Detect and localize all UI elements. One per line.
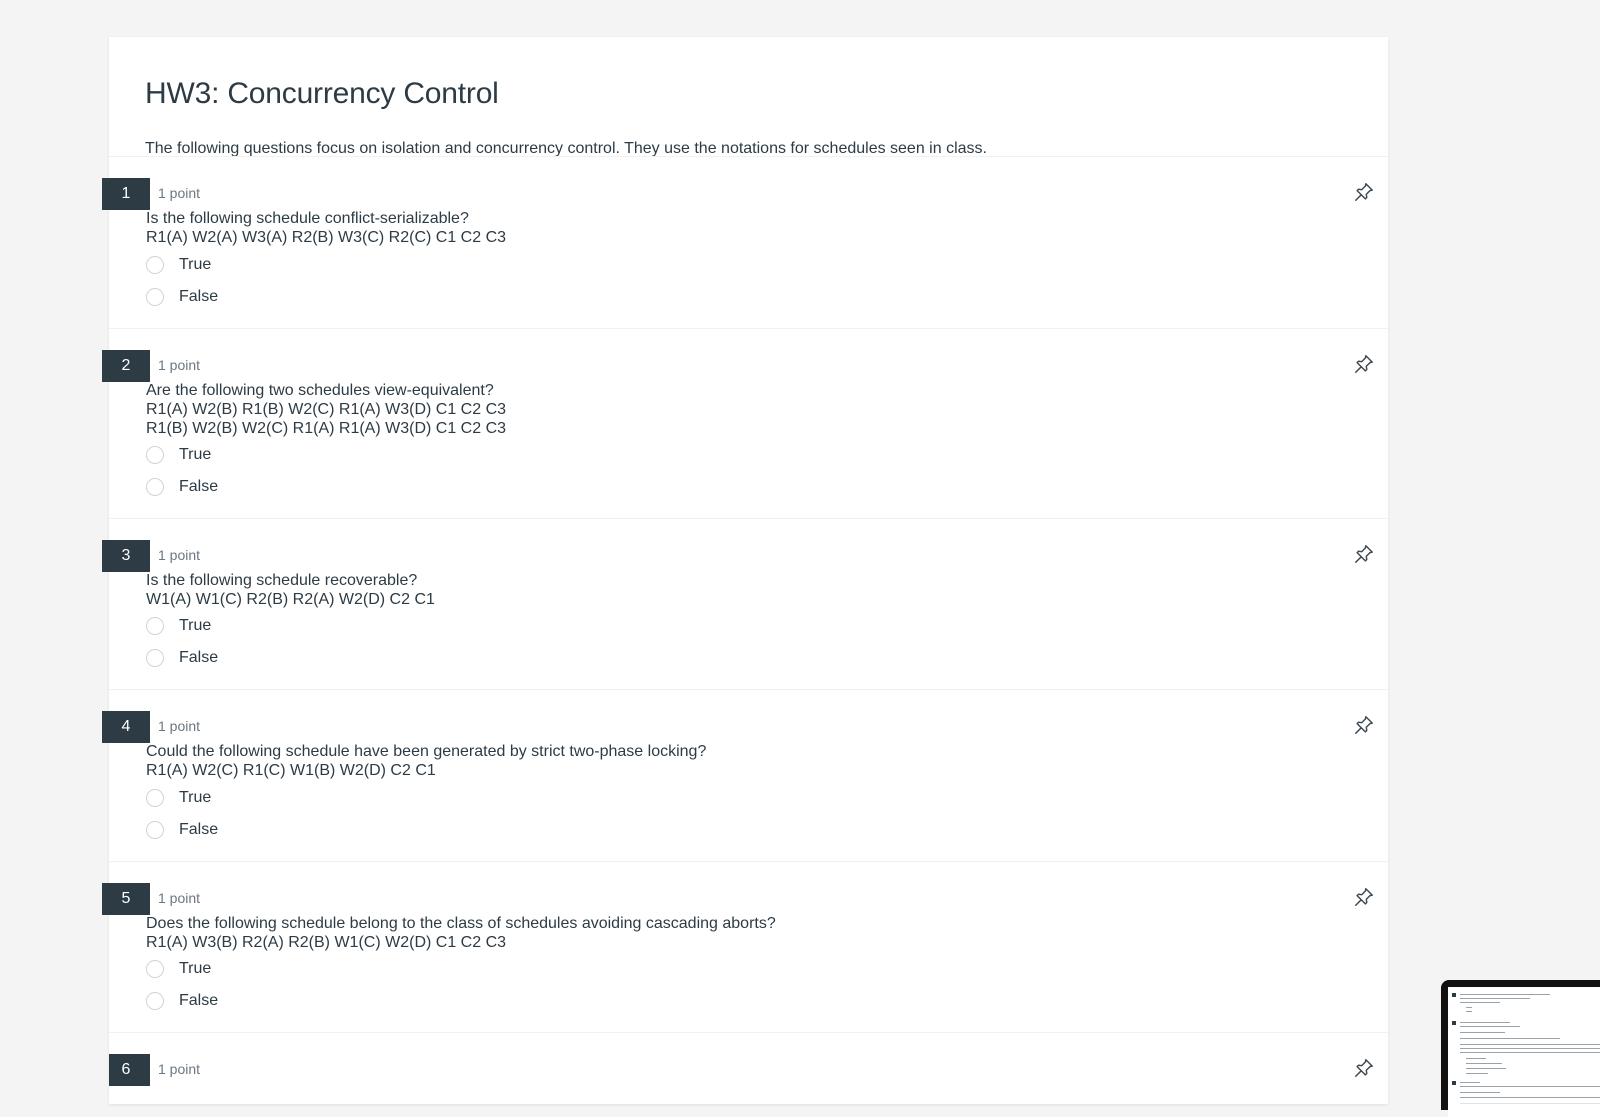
question-points: 1 point <box>158 890 201 906</box>
question-schedule: R1(B) W2(B) W2(C) R1(A) R1(A) W3(D) C1 C2 C3 <box>146 420 507 437</box>
question-schedule: W1(A) W1(C) R2(B) R2(A) W2(D) C2 C1 <box>146 591 435 608</box>
question-prompt: Are the following two schedules view-equivalent? <box>146 382 494 399</box>
pin-icon[interactable] <box>1353 886 1375 908</box>
answer-option-false[interactable] <box>146 989 218 1013</box>
question-points: 1 point <box>158 357 201 373</box>
radio-button[interactable] <box>146 478 164 496</box>
quiz-page <box>109 37 1388 1104</box>
question-schedule: R1(A) W2(A) W3(A) R2(B) W3(C) R2(C) C1 C2 C3 <box>146 229 507 246</box>
question-number-badge: 1 <box>102 178 150 210</box>
answer-label: False <box>179 992 219 1009</box>
question-number-badge: 3 <box>102 540 150 572</box>
radio-button[interactable] <box>146 789 164 807</box>
question-number-badge: 4 <box>102 711 150 743</box>
pin-icon[interactable] <box>1353 543 1375 565</box>
question-prompt: Is the following schedule recoverable? <box>146 572 418 589</box>
answer-option-false[interactable] <box>146 475 218 499</box>
answer-label: False <box>179 649 219 666</box>
question-prompt: Does the following schedule belong to the class of schedules avoiding cascading aborts? <box>146 915 776 932</box>
answer-label: True <box>179 960 212 977</box>
question-text <box>146 209 506 247</box>
answer-label: False <box>179 478 219 495</box>
radio-button[interactable] <box>146 649 164 667</box>
question-schedule: R1(A) W2(C) R1(C) W1(B) W2(D) C2 C1 <box>146 762 436 779</box>
answer-label: False <box>179 288 219 305</box>
question-text <box>146 742 706 780</box>
quiz-title: HW3: Concurrency Control <box>145 77 499 110</box>
pin-icon[interactable] <box>1353 353 1375 375</box>
answer-label: True <box>179 256 212 273</box>
question-text <box>146 914 776 952</box>
quiz-description: The following questions focus on isolation and concurrency control. They use the notations for schedules seen in class. <box>145 140 987 157</box>
radio-button[interactable] <box>146 821 164 839</box>
question-4 <box>109 689 1388 862</box>
pin-icon[interactable] <box>1353 1057 1375 1079</box>
question-text <box>146 571 435 609</box>
answer-label: True <box>179 617 212 634</box>
question-points: 1 point <box>158 185 201 201</box>
answer-label: True <box>179 789 212 806</box>
question-number-badge: 6 <box>109 1054 150 1086</box>
answer-option-true[interactable] <box>146 614 211 638</box>
question-1 <box>109 156 1388 329</box>
answer-option-false[interactable] <box>146 285 218 309</box>
answer-option-true[interactable] <box>146 443 211 467</box>
pin-icon[interactable] <box>1353 181 1375 203</box>
question-prompt: Is the following schedule conflict-serializable? <box>146 210 469 227</box>
page-thumbnail-preview[interactable] <box>1441 980 1600 1110</box>
radio-button[interactable] <box>146 960 164 978</box>
radio-button[interactable] <box>146 617 164 635</box>
answer-label: False <box>179 821 219 838</box>
thumbnail-content <box>1448 987 1600 1117</box>
radio-button[interactable] <box>146 992 164 1010</box>
question-points: 1 point <box>158 718 201 734</box>
question-prompt: Could the following schedule have been generated by strict two-phase locking? <box>146 743 707 760</box>
question-number-badge: 5 <box>102 883 150 915</box>
question-text <box>146 381 506 438</box>
answer-option-true[interactable] <box>146 253 211 277</box>
answer-option-false[interactable] <box>146 818 218 842</box>
question-schedule: R1(A) W3(B) R2(A) R2(B) W1(C) W2(D) C1 C2 C3 <box>146 934 507 951</box>
question-6 <box>109 1032 1388 1105</box>
answer-label: True <box>179 446 212 463</box>
question-3 <box>109 518 1388 690</box>
question-5 <box>109 861 1388 1033</box>
answer-option-false[interactable] <box>146 646 218 670</box>
answer-option-true[interactable] <box>146 957 211 981</box>
pin-icon[interactable] <box>1353 714 1375 736</box>
question-schedule: R1(A) W2(B) R1(B) W2(C) R1(A) W3(D) C1 C2 C3 <box>146 401 507 418</box>
radio-button[interactable] <box>146 256 164 274</box>
question-points: 1 point <box>158 1061 201 1077</box>
answer-option-true[interactable] <box>146 786 211 810</box>
radio-button[interactable] <box>146 446 164 464</box>
question-number-badge: 2 <box>102 350 150 382</box>
question-2 <box>109 328 1388 519</box>
radio-button[interactable] <box>146 288 164 306</box>
question-points: 1 point <box>158 547 201 563</box>
